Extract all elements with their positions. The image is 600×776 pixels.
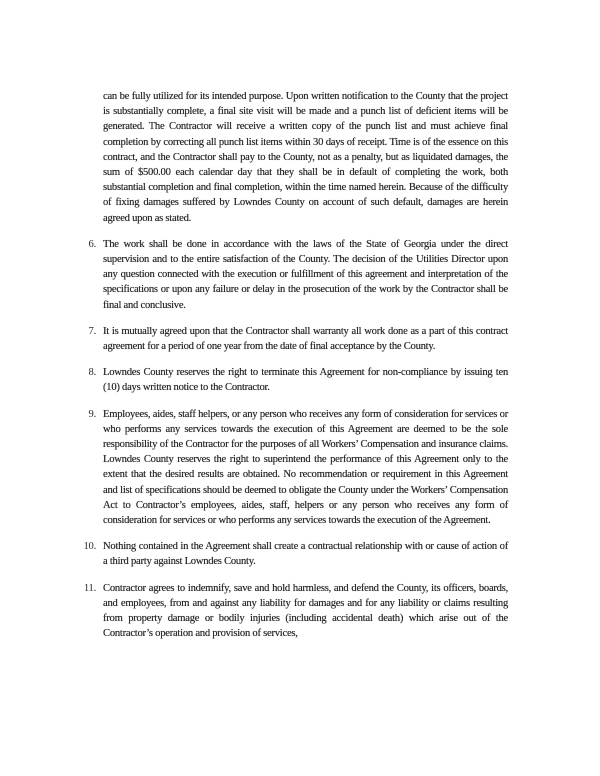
paragraph-text: Employees, aides, staff helpers, or any person who receives any form of consideration for services or who performs any services towards the execution of this Agreement are deemed to be the sole responsibility of the Contractor for the purposes of all Workers’ Compensation and insurance claims. Lowndes County reserves the right to superintend the performance of this Agreement only to the extent that the desired results are obtained. No recommendation or requirement in this Agreement and list of specifications should be deemed to obligate the County under the Workers’ Compensation Act to Contractor’s employees, aides, staff, helpers or any person who receives any form of consideration for services or who performs any services towards the execution of the Agreement. — [103, 408, 508, 527]
paragraph-text: The work shall be done in accordance with the laws of the State of Georgia under the direct supervision and to the entire satisfaction of the County. The decision of the Utilities Director upon any question connected with the execution or fulfillment of this agreement and interpretation of the specifications or upon any failure or delay in the prosecution of the work by the Contractor shall be final and conclusive. — [103, 238, 508, 311]
contract-paragraph — [67, 89, 508, 226]
paragraph-number: 7. — [88, 325, 96, 337]
paragraph-text: Nothing contained in the Agreement shall create a contractual relationship with or cause of action of a third party against Lowndes County. — [103, 541, 508, 568]
contract-paragraph — [67, 324, 508, 354]
contract-paragraph — [67, 237, 508, 313]
paragraph-text: Contractor agrees to indemnify, save and hold harmless, and defend the County, its officers, boards, and employees, from and against any liability for damages and for any liability or claims resulting from property damage or bodily injuries (including accidental death) which arise out of the Contractor’s operation and provision of services, — [103, 582, 508, 640]
contract-paragraph — [67, 407, 508, 529]
paragraph-number: 10. — [83, 541, 96, 553]
paragraph-number: 11. — [83, 582, 96, 594]
paragraph-number: 8. — [88, 367, 96, 379]
paragraph-text: It is mutually agreed upon that the Contractor shall warranty all work done as a part of this contract agreement for a period of one year from the date of final acceptance by the County. — [103, 325, 508, 353]
paragraph-number: 9. — [88, 408, 96, 420]
contract-text-block — [67, 89, 508, 653]
paragraph-text: Lowndes County reserves the right to terminate this Agreement for non-compliance by issuing ten (10) days written notice to the Contractor. — [103, 367, 508, 394]
paragraph-text: can be fully utilized for its intended purpose. Upon written notification to the County that the project is substantially complete, a final site visit will be made and a punch list of deficient items will be generated. The Contractor will receive a written copy of the punch list and must achieve final completion by correcting all punch list items within 30 days of receipt. Time is of the essence on this contract, and the Contractor shall pay to the County, not as a penalty, but as liquidated damages, the sum of $500.00 each calendar day that they shall be in default of completing the work, both substantial completion and final completion, within the time named herein. Because of the difficulty of fixing damages suffered by Lowndes County on account of such default, damages are herein agreed upon as stated. — [103, 91, 508, 224]
paragraph-number — [67, 89, 103, 226]
contract-paragraph — [67, 365, 508, 395]
contract-paragraph — [67, 539, 508, 569]
paragraph-number: 6. — [88, 238, 96, 250]
contract-paragraph — [67, 581, 508, 642]
